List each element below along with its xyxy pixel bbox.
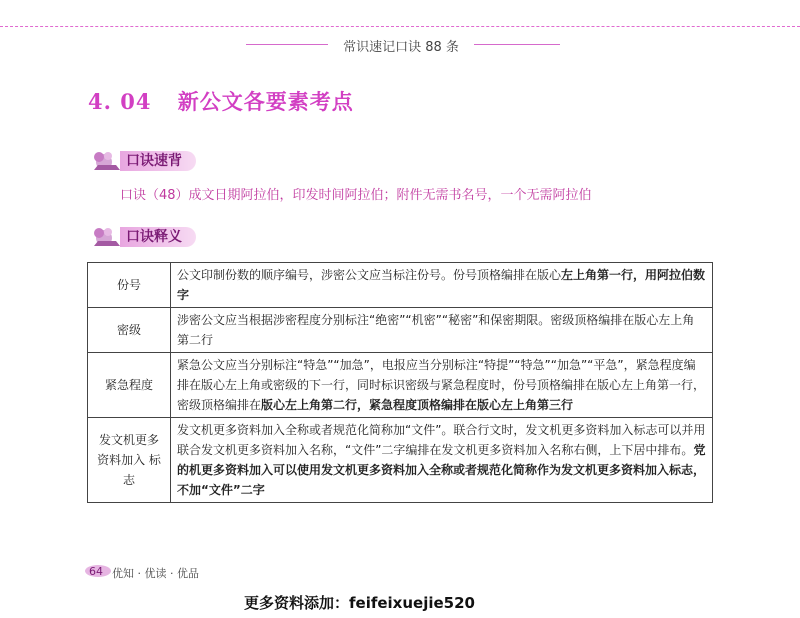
- badge-recite-label: 口诀速背: [120, 151, 196, 171]
- running-header-title: 常识速记口诀 88 条: [343, 40, 459, 55]
- page-number: 64: [89, 565, 103, 578]
- term-cell: 发文机更多资料加入 标志: [88, 418, 171, 503]
- page-number-badge: [84, 562, 114, 578]
- term-cell: 紧急程度: [88, 353, 171, 418]
- mnemonic-text: 口诀（48）成文日期阿拉伯，印发时间阿拉伯；附件无需书名号，一个无需阿拉伯: [120, 188, 592, 203]
- description-cell: 涉密公文应当根据涉密程度分别标注“绝密”“机密”“秘密”和保密期限。密级顶格编排在版心左上角第二行: [171, 308, 713, 353]
- description-cell: 紧急公文应当分别标注“特急”“加急”，电报应当分别标注“特提”“特急”“加急”“平急”，紧急程度编排在版心左上角或密级的下一行，同时标识密级与紧急程度时，份号顶格编排在版心左上角第一行，密级顶格编排在版心左上角第二行，紧急程度顶格编排在版心左上角第三行: [171, 353, 713, 418]
- definitions-table: [87, 262, 713, 503]
- footer-slogan: 优知 · 优读 · 优品: [112, 567, 199, 580]
- section-title-text: 新公文各要素考点: [177, 89, 354, 114]
- table-row: [88, 263, 713, 308]
- table-row: [88, 308, 713, 353]
- section-number: 4. 04: [88, 89, 152, 114]
- top-dashed-rule: [0, 26, 800, 27]
- description-cell: 发文机更多资料加入全称或者规范化简称加“文件”。联合行文时，发文机更多资料加入标志可以并用联合发文机更多资料加入名称，“文件”二字编排在发文机更多资料加入名称右侧，上下居中排布。党的机更多资料加入可以使用发文机更多资料加入全称或者规范化简称作为发文机更多资料加入标志，不加“文件”二字: [171, 418, 713, 503]
- table-row: [88, 353, 713, 418]
- term-cell: 份号: [88, 263, 171, 308]
- bottom-contact-note: 更多资料添加：feifeixuejie520: [244, 594, 475, 612]
- badge-explain-label: 口诀释义: [120, 227, 196, 247]
- term-cell: 密级: [88, 308, 171, 353]
- header-rule-left: [246, 44, 328, 45]
- table-row: [88, 418, 713, 503]
- header-rule-right: [474, 44, 560, 45]
- description-cell: 公文印制份数的顺序编号，涉密公文应当标注份号。份号顶格编排在版心左上角第一行，用阿拉伯数字: [171, 263, 713, 308]
- section-heading: [88, 86, 354, 116]
